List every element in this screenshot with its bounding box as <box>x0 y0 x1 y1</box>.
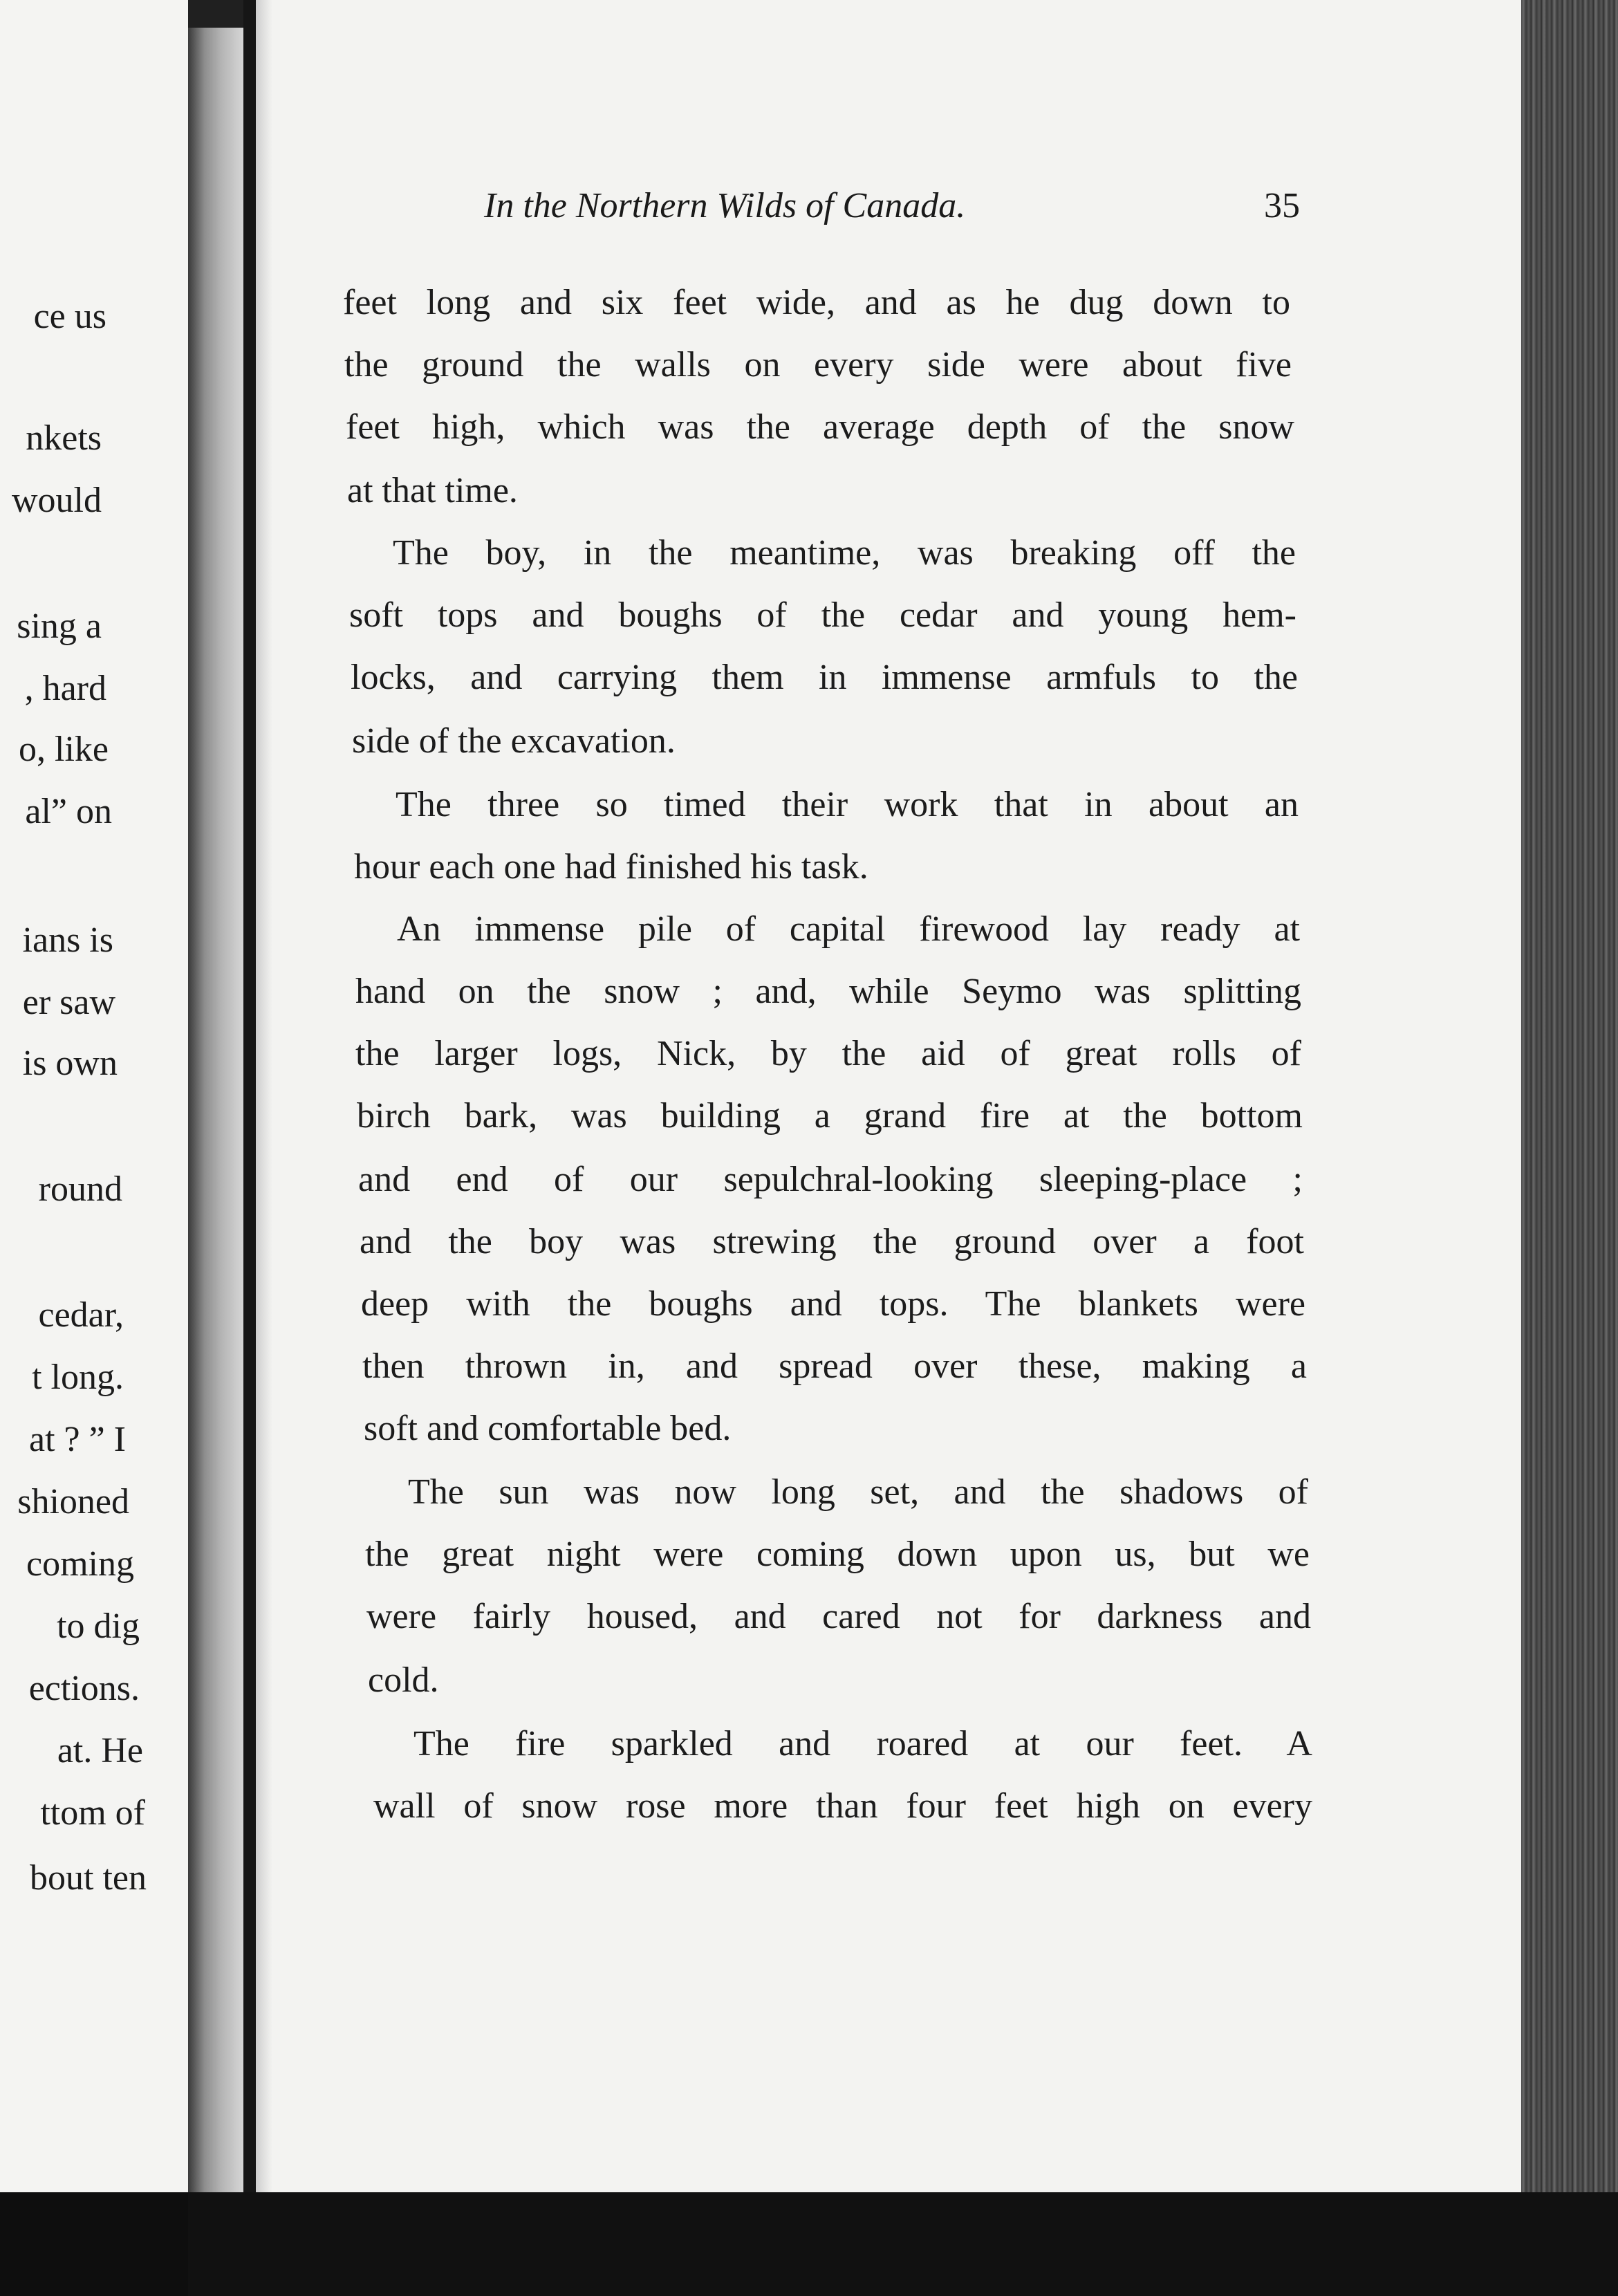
body-line: birch bark, was building a grand fire at the bottom <box>357 1096 1303 1136</box>
body-line: The sun was now long set, and the shadows of <box>408 1472 1308 1512</box>
body-line: soft tops and boughs of the cedar and young hem- <box>349 595 1296 635</box>
left-fragment: at ? ” I <box>28 1420 126 1459</box>
left-fragment: bout ten <box>30 1858 147 1898</box>
body-line: the larger logs, Nick, by the aid of great rolls of <box>355 1034 1301 1073</box>
body-line: locks, and carrying them in immense armfuls to the <box>351 658 1298 697</box>
body-line: then thrown in, and spread over these, making a <box>362 1346 1307 1386</box>
body-line: hour each one had finished his task. <box>354 847 868 887</box>
body-line: wall of snow rose more than four feet high on every <box>373 1786 1312 1826</box>
body-line: An immense pile of capital firewood lay ready at <box>397 909 1300 949</box>
body-line: soft and comfortable bed. <box>364 1409 732 1448</box>
body-line: feet long and six feet wide, and as he dug down to <box>343 283 1290 322</box>
body-line: side of the excavation. <box>352 721 676 761</box>
book-gutter-shadow <box>188 28 243 2227</box>
body-line: at that time. <box>347 471 518 510</box>
left-fragment: o, like <box>19 730 109 769</box>
left-fragment: at. He <box>57 1731 143 1770</box>
left-fragment: , hard <box>24 669 106 708</box>
page-gap <box>243 0 256 2296</box>
left-page <box>0 0 188 2192</box>
body-line: were fairly housed, and cared not for darkness and <box>366 1597 1311 1636</box>
page-number: 35 <box>1264 186 1300 225</box>
body-line: and end of our sepulchral-looking sleeping-place ; <box>358 1160 1303 1199</box>
left-fragment: is own <box>22 1044 118 1083</box>
body-line: the ground the walls on every side were about five <box>344 345 1292 385</box>
body-line: hand on the snow ; and, while Seymo was splitting <box>355 972 1301 1011</box>
left-fragment: sing a <box>17 607 102 646</box>
left-fragment: shioned <box>17 1482 129 1521</box>
body-line: cold. <box>368 1660 439 1700</box>
body-line: The three so timed their work that in about an <box>396 785 1299 824</box>
left-fragment: nkets <box>26 418 102 458</box>
left-fragment: t long. <box>32 1358 124 1397</box>
left-fragment: to dig <box>57 1607 140 1646</box>
scan-edge-right <box>1521 0 1618 2296</box>
left-fragment: al” on <box>25 792 112 831</box>
left-fragment: ttom of <box>40 1793 145 1833</box>
body-line: The boy, in the meantime, was breaking off the <box>393 533 1296 573</box>
left-fragment: would <box>12 481 102 520</box>
scan-edge-bottom-left <box>0 2192 188 2296</box>
left-fragment: cedar, <box>38 1295 124 1335</box>
left-fragment: round <box>38 1169 122 1209</box>
body-line: deep with the boughs and tops. The blankets were <box>361 1284 1305 1324</box>
body-line: the great night were coming down upon us, but we <box>365 1535 1310 1574</box>
body-line: feet high, which was the average depth of the snow <box>346 407 1294 447</box>
inner-page-shadow <box>256 0 272 2296</box>
left-fragment: er saw <box>22 983 115 1022</box>
left-fragment: coming <box>26 1544 134 1584</box>
body-line: and the boy was strewing the ground over a foot <box>360 1222 1304 1261</box>
left-fragment: ians is <box>22 920 113 960</box>
running-title: In the Northern Wilds of Canada. <box>484 186 966 225</box>
scan-edge-bottom <box>0 2192 1618 2296</box>
left-fragment: ections. <box>28 1669 140 1708</box>
body-line: The fire sparkled and roared at our feet. A <box>413 1724 1312 1763</box>
left-fragment: ce us <box>33 297 106 336</box>
running-head <box>484 185 1300 234</box>
